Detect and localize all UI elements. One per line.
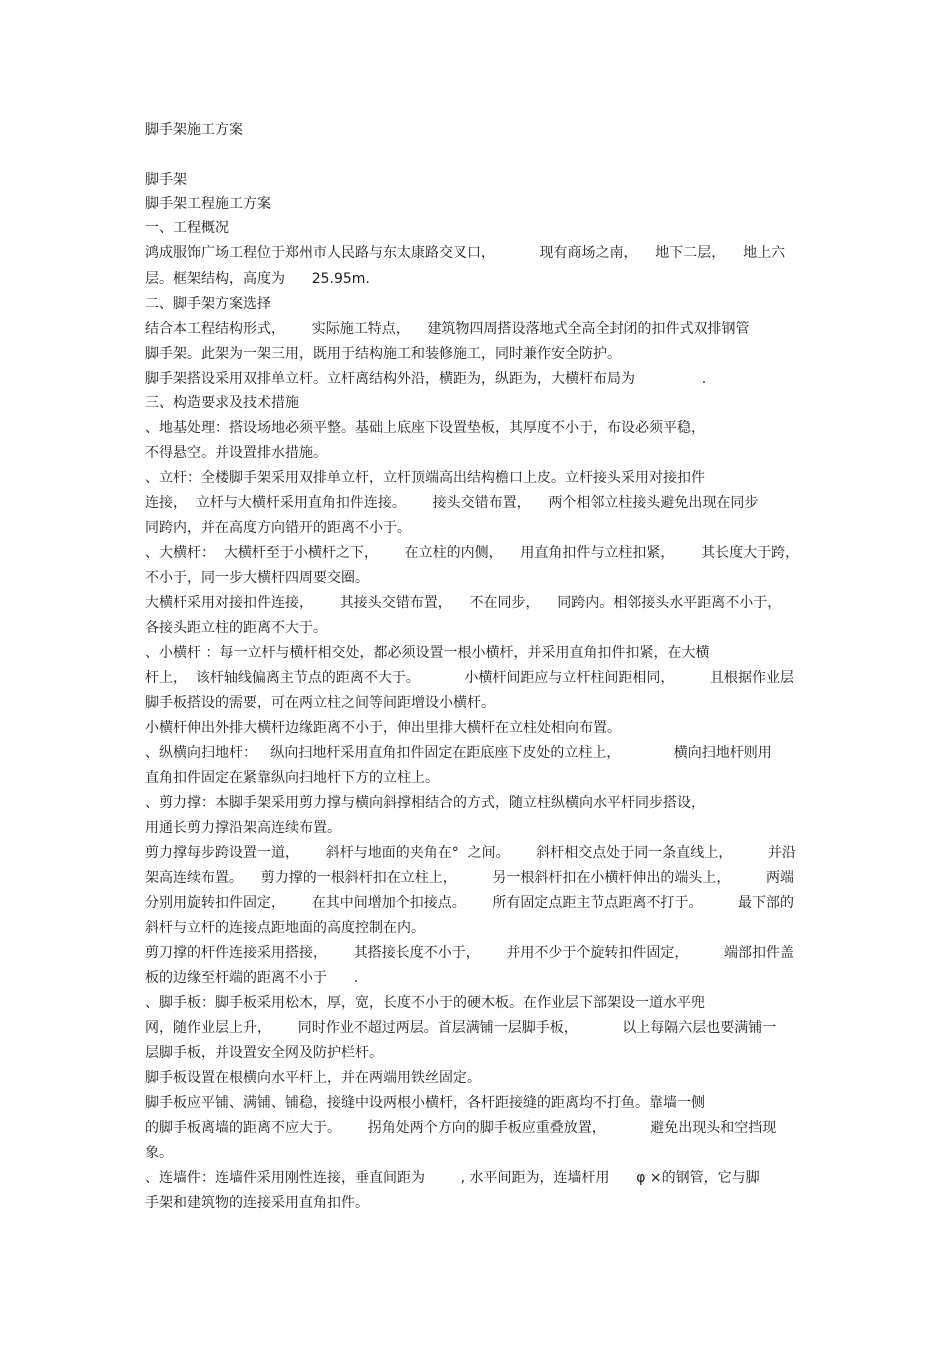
text-line: 、剪力撑：本脚手架采用剪力撑与横向斜撑相结合的方式，随立柱纵横向水平杆同步搭设， [145,795,705,811]
text-line: 脚手板搭设的需要，可在两立柱之间等间距增设小横杆。 [145,695,495,711]
text-line: 、立杆：全楼脚手架采用双排单立杆，立杆顶端高出结构檐口上皮。立杆接头采用对接扣件 [145,470,705,486]
text-line: 、纵横向扫地杆： 纵向扫地杆采用直角扣件固定在距底座下皮处的立柱上， 横向扫地杆则用 [145,745,772,761]
text-line: 脚手架 [145,172,187,188]
section-heading: 一、工程概况 [145,220,229,236]
section-heading: 二、脚手架方案选择 [145,296,271,312]
text-line: 小横杆伸出外排大横杆边缘距离不小于，伸出里排大横杆在立柱处相向布置。 [145,720,621,736]
text-line: 脚手架搭设采用双排单立杆。立杆离结构外沿，横距为，纵距为，大横杆布局为 . [145,371,707,387]
text-line: 网，随作业层上升， 同时作业不超过两层。首层满铺一层脚手板， 以上每隔六层也要满铺一 [145,1020,777,1036]
text-line: 不小于，同一步大横杆四周要交圈。 [145,570,369,586]
text-line: 大横杆采用对接扣件连接， 其接头交错布置， 不在同步， 同跨内。相邻接头水平距离不小于， [145,595,782,611]
text-line: 、小横杆 ：每一立杆与横杆相交处，都必须设置一根小横杆，并采用直角扣件扣紧，在大横 [145,645,710,661]
section-heading: 三、构造要求及技术措施 [145,395,299,411]
text-line: 剪力撑每步跨设置一道， 斜杆与地面的夹角在° 之间。 斜杆相交点处于同一条直线上， 并沿 [145,845,796,861]
text-line: 剪刀撑的杆件连接采用搭接， 其搭接长度不小于， 并用不少于个旋转扣件固定， 端部扣件盖 [145,945,795,961]
text-line: 象。 [145,1145,173,1161]
text-line: 板的边缘至杆端的距离不小于 . [145,970,359,986]
text-line: 连接， 立杆与大横杆采用直角扣件连接。 接头交错布置， 两个相邻立柱接头避免出现在同步 [145,495,759,511]
text-line: 、脚手板：脚手板采用松木，厚，宽，长度不小于的硬木板。在作业层下部架设一道水平兜 [145,995,705,1011]
text-line: 结合本工程结构形式， 实际施工特点， 建筑物四周搭设落地式全高全封闭的扣件式双排钢管 [145,321,750,337]
text-line: 层脚手板，并设置安全网及防护栏杆。 [145,1045,383,1061]
text-line: 脚手架。此架为一架三用，既用于结构施工和装修施工，同时兼作安全防护。 [145,346,621,362]
text-line: 不得悬空。并设置排水措施。 [145,445,327,461]
text-line: 各接头距立柱的距离不大于。 [145,620,327,636]
text-line: 杆上， 该杆轴线偏离主节点的距离不大于。 小横杆间距应与立杆柱间距相同， 且根据作业层 [145,670,795,686]
text-line: 脚手板应平铺、满铺、铺稳，接缝中设两根小横杆，各杆距接缝的距离均不打鱼。靠墙一侧 [145,1095,705,1111]
text-line: 用通长剪力撑沿架高连续布置。 [145,820,341,836]
text-line: 脚手板设置在根横向水平杆上，并在两端用铁丝固定。 [145,1070,481,1086]
document-title: 脚手架施工方案 [145,122,243,138]
text-line: 的脚手板离墙的距离不应大于。 拐角处两个方向的脚手板应重叠放置， 避免出现头和空挡现 [145,1120,777,1136]
text-line: 、地基处理：搭设场地必须平整。基础上底座下设置垫板，其厚度不小于，布设必须平稳， [145,420,705,436]
text-line: 、连墙件：连墙件采用刚性连接，垂直间距为 , 水平间距为，连墙杆用 φ ×的钢管，它与脚 [145,1170,760,1186]
text-line: 分别用旋转扣件固定， 在其中间增加个扣接点。 所有固定点距主节点距离不打于。 最下部的 [145,895,795,911]
text-line: 脚手架工程施工方案 [145,196,271,212]
text-line: 鸿成服饰广场工程位于郑州市人民路与东太康路交叉口， 现有商场之南， 地下二层， 地上六 [145,245,786,261]
text-line: 同跨内，并在高度方向错开的距离不小于。 [145,520,411,536]
text-line: 手架和建筑物的连接采用直角扣件。 [145,1195,369,1211]
text-line: 、大横杆： 大横杆至于小横杆之下， 在立柱的内侧， 用直角扣件与立柱扣紧， 其长度大于跨， [145,545,800,561]
text-line: 斜杆与立杆的连接点距地面的高度控制在内。 [145,920,425,936]
text-line: 架高连续布置。 剪力撑的一根斜杆扣在立柱上， 另一根斜杆扣在小横杆伸出的端头上， 两端 [145,870,795,886]
text-line: 直角扣件固定在紧靠纵向扫地杆下方的立柱上。 [145,770,439,786]
text-line: 层。框架结构，高度为 25.95m. [145,271,370,287]
